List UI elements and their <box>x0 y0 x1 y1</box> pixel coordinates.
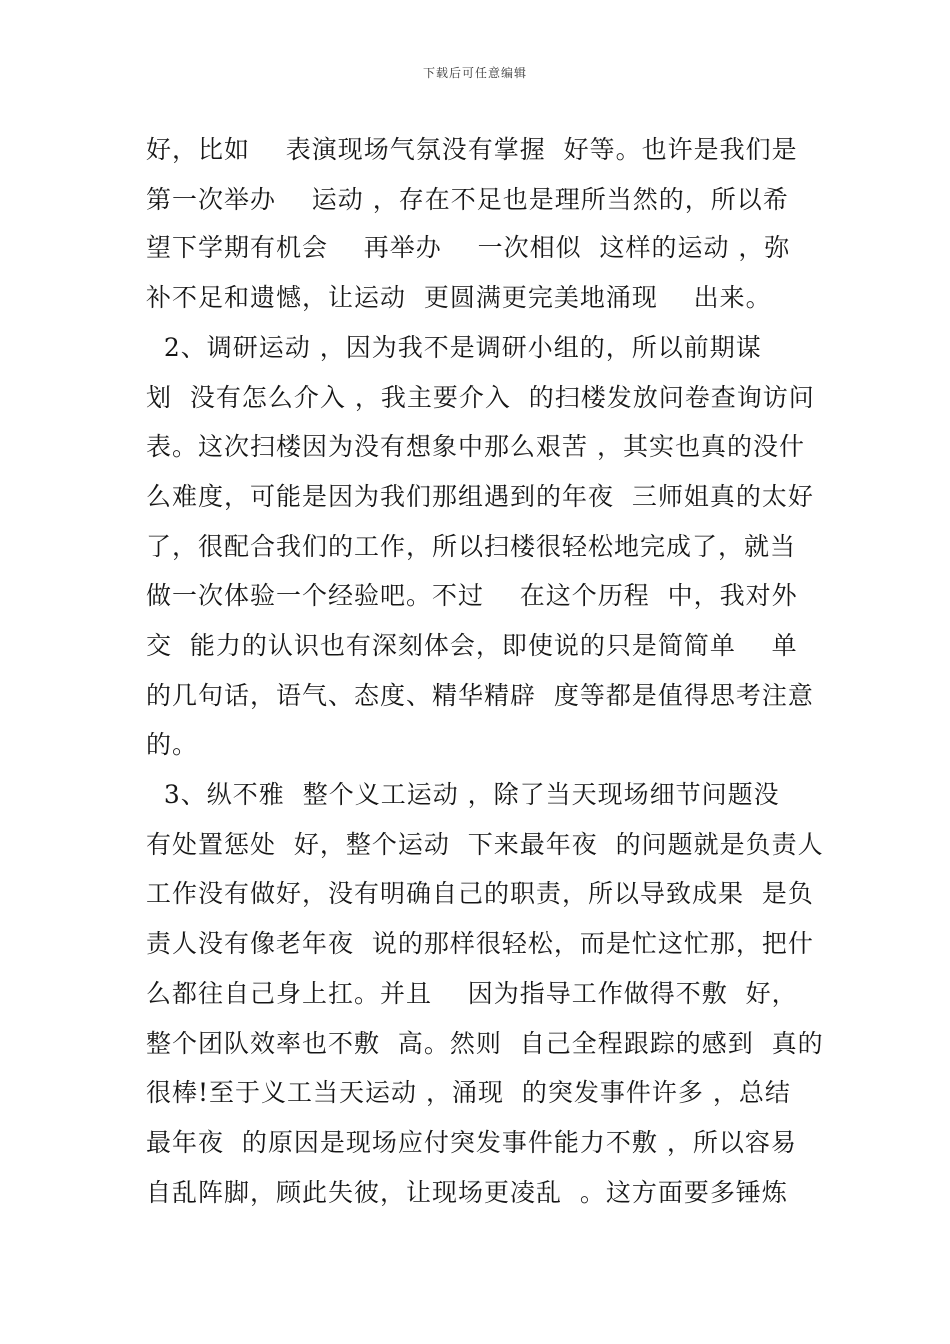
text-line: 最年夜 的原因是现场应付突发事件能力不敷 ，所以容易 <box>146 1128 797 1157</box>
text-line: 工作没有做好，没有明确自己的职责，所以导致成果 是负 <box>146 879 814 908</box>
text-line: 划 没有怎么介入 ，我主要介入 的扫楼发放问卷查询访问 <box>146 383 815 412</box>
text-line: 么难度，可能是因为我们那组遇到的年夜 三师姐真的太好 <box>146 482 814 511</box>
text-line: 么都往自己身上扛。并且 因为指导工作做得不敷 好， <box>146 979 798 1008</box>
text-line: 2、调研运动 ，因为我不是调研小组的，所以前期谋 <box>146 333 762 362</box>
text-line: 的几句话，语气、态度、精华精辟 度等都是值得思考注意 <box>146 681 814 710</box>
text-line: 很棒!至于义工当天运动 ，涌现 的突发事件许多 ，总结 <box>146 1078 791 1107</box>
text-line: 了，很配合我们的工作，所以扫楼很轻松地完成了，就当 <box>146 532 797 561</box>
text-line: 望下学期有机会 再举办 一次相似 这样的运动 ，弥 <box>146 233 791 262</box>
text-line: 做一次体验一个经验吧。不过 在这个历程 中，我对外 <box>146 581 798 610</box>
text-line: 3、纵不雅 整个义工运动 ，除了当天现场细节问题没 <box>146 780 780 809</box>
text-line: 第一次举办 运动 ，存在不足也是理所当然的，所以希 <box>146 185 789 214</box>
text-line: 整个团队效率也不敷 高。然则 自己全程跟踪的感到 真的 <box>146 1029 824 1058</box>
text-line: 表。这次扫楼因为没有想象中那么艰苦 ，其实也真的没什 <box>146 432 805 461</box>
text-line: 自乱阵脚，顾此失彼，让现场更凌乱 。这方面要多锤炼 <box>146 1178 788 1207</box>
text-line: 责人没有像老年夜 说的那样很轻松，而是忙这忙那，把什 <box>146 929 814 958</box>
text-line: 有处置惩处 好，整个运动 下来最年夜 的问题就是负责人 <box>146 830 824 859</box>
text-line: 交 能力的认识也有深刻体会，即使说的只是简简单 单 <box>146 631 798 660</box>
text-line: 的。 <box>146 730 199 759</box>
text-line: 补不足和遗憾，让运动 更圆满更完美地涌现 出来。 <box>146 283 772 312</box>
text-line: 好，比如 表演现场气氛没有掌握 好等。也许是我们是 <box>146 135 798 164</box>
page-header: 下载后可任意编辑 <box>422 66 527 80</box>
